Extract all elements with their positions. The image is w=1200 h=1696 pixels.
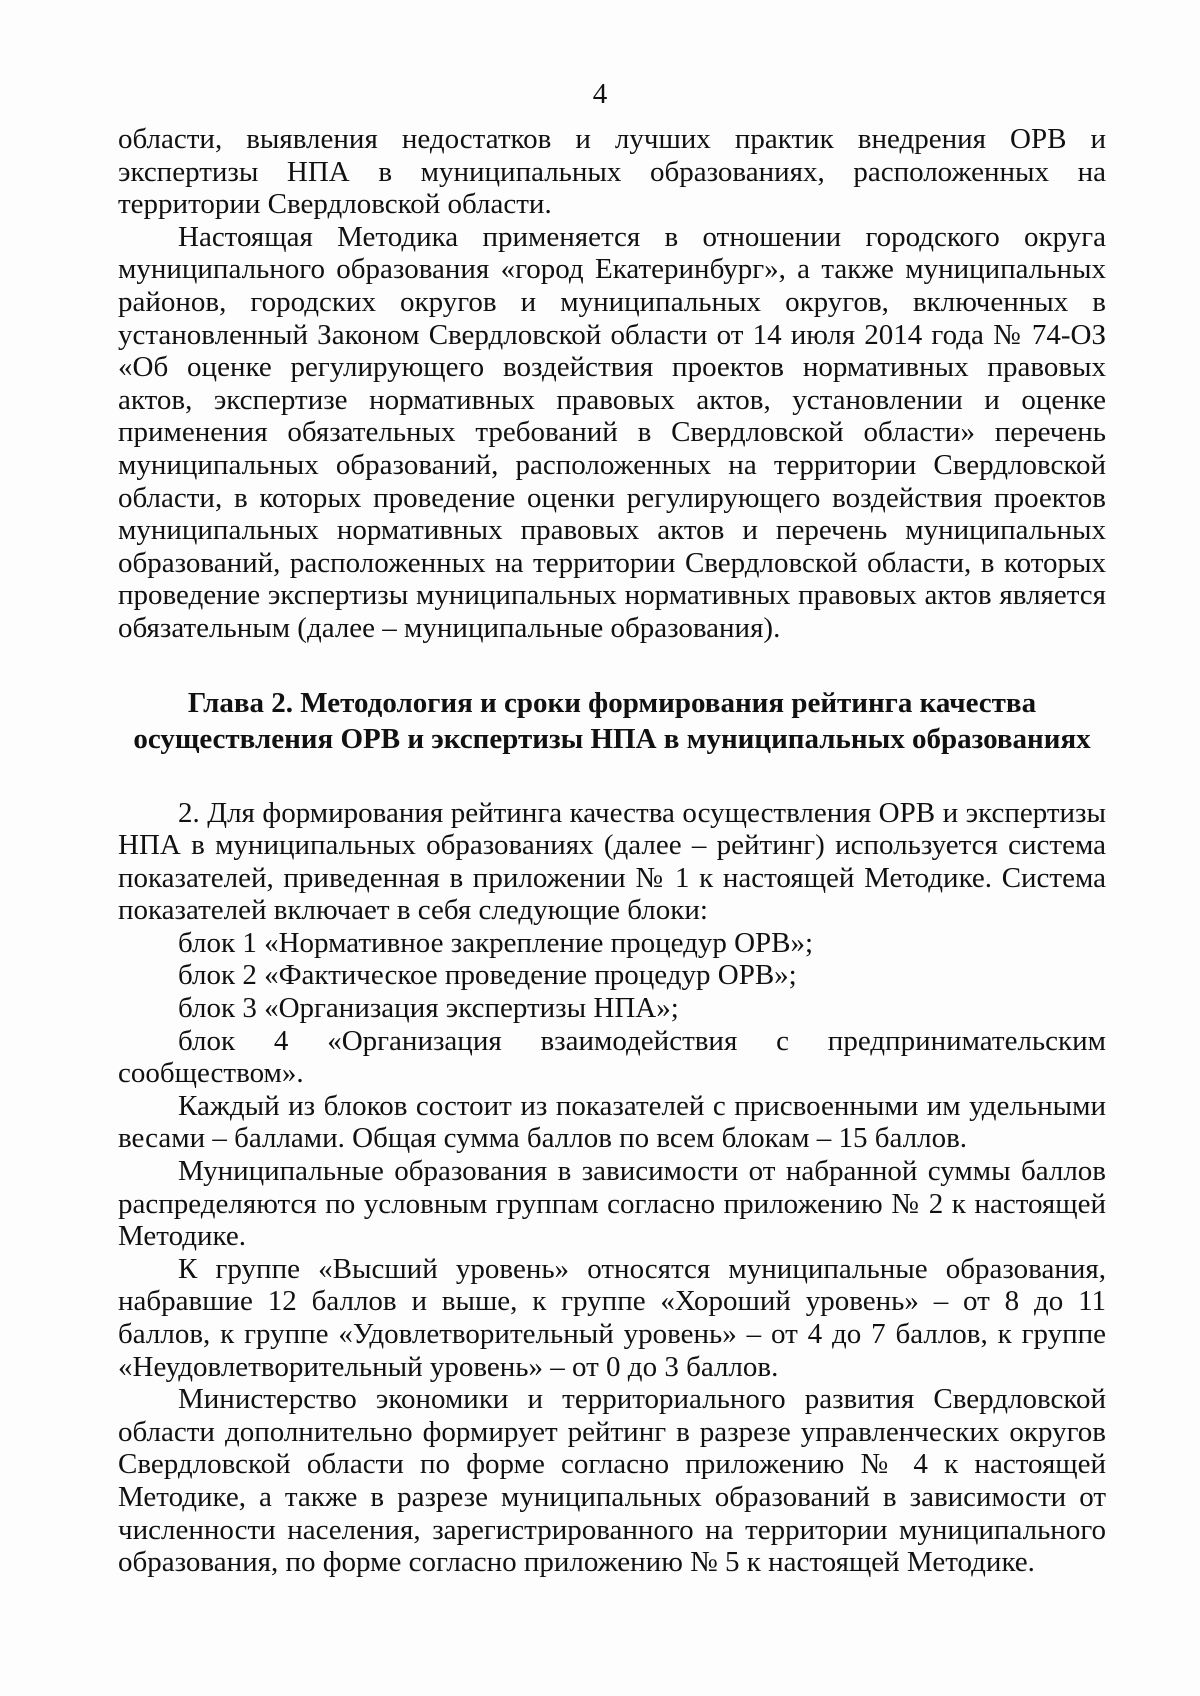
- block-item-2: блок 2 «Фактическое проведение процедур ОРВ»;: [178, 959, 797, 992]
- paragraph-levels: К группе «Высший уровень» относятся муниципальные образования, набравшие 12 баллов и выше, к группе «Хороший уровень» – от 8 до 11 баллов, к группе «Удовлетворительный уровень» – от 4 до 7 баллов, к группе «Неудовлетворительный уровень» – от 0 до 3 баллов.: [118, 1252, 1106, 1383]
- page-number: 4: [592, 78, 608, 110]
- paragraph-scope: Настоящая Методика применяется в отношении городского округа муниципального образования «город Екатеринбург», а также муниципальных районов, городских округов и муниципальных округов, включенных в установленный Законом Свердловской области от 14 июля 2014 года № 74-ОЗ «Об оценке регулирующего воздействия проектов нормативных правовых актов, экспертизе нормативных правовых актов, установлении и оценке применения обязательных требований в Свердловской области» перечень муниципальных образований, расположенных на территории Свердловской области, в которых проведение оценки регулирующего воздействия проектов муниципальных нормативных правовых актов и перечень муниципальных образований, расположенных на территории Свердловской области, в которых проведение экспертизы муниципальных нормативных правовых актов является обязательным (далее – муниципальные образования).: [118, 220, 1106, 644]
- chapter-heading-line-2: осуществления ОРВ и экспертизы НПА в муниципальных образованиях: [133, 722, 1091, 755]
- block-item-4: блок 4 «Организация взаимодействия с предпринимательским сообществом».: [118, 1024, 1106, 1090]
- block-item-1: блок 1 «Нормативное закрепление процедур ОРВ»;: [178, 926, 814, 959]
- paragraph-groups: Муниципальные образования в зависимости от набранной суммы баллов распределяются по условным группам согласно приложению № 2 к настоящей Методике.: [118, 1155, 1106, 1253]
- chapter-heading: [118, 685, 1106, 757]
- document-body: [118, 123, 1106, 1579]
- paragraph-weights: Каждый из блоков состоит из показателей с присвоенными им удельными весами – баллами. Общая сумма баллов по всем блокам – 15 баллов.: [118, 1089, 1106, 1155]
- paragraph-ministry: Министерство экономики и территориального развития Свердловской области дополнительно формирует рейтинг в разрезе управленческих округов Свердловской области по форме согласно приложению № 4 к настоящей Методике, а также в разрезе муниципальных образований в зависимости от численности населения, зарегистрированного на территории муниципального образования, по форме согласно приложению № 5 к настоящей Методике.: [118, 1383, 1106, 1579]
- paragraph-2: 2. Для формирования рейтинга качества осуществления ОРВ и экспертизы НПА в муниципальных образованиях (далее – рейтинг) используется система показателей, приведенная в приложении № 1 к настоящей Методике. Система показателей включает в себя следующие блоки:: [118, 796, 1106, 927]
- block-item-3: блок 3 «Организация экспертизы НПА»;: [178, 992, 679, 1025]
- paragraph-continuation: области, выявления недостатков и лучших практик внедрения ОРВ и экспертизы НПА в муниципальных образованиях, расположенных на территории Свердловской области.: [118, 123, 1106, 221]
- chapter-heading-line-1: Глава 2. Методология и сроки формирования рейтинга качества: [187, 686, 1037, 719]
